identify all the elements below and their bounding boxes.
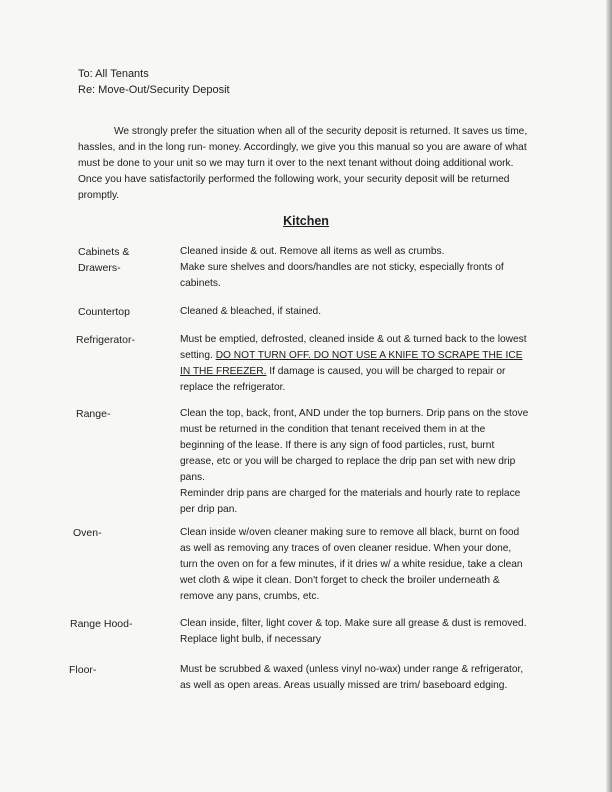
item-label-range-hood: Range Hood- (70, 618, 133, 630)
memo-to: To: All Tenants (78, 68, 149, 80)
item-label-cabinets: Cabinets & Drawers- (78, 246, 130, 274)
item-desc-refrigerator (180, 332, 530, 396)
item-desc-cabinets: Cleaned inside & out. Remove all items as well as crumbs. Make sure shelves and doors/handles are not sticky, especially fronts of cabinets. (180, 246, 504, 289)
item-label-refrigerator: Refrigerator- (76, 334, 135, 346)
section-title-text: Kitchen (283, 214, 329, 228)
item-desc-range-hood: Clean inside, filter, light cover & top. Make sure all grease & dust is removed. Replace light bulb, if necessary (180, 618, 527, 645)
item-label-floor: Floor- (69, 664, 97, 676)
refrigerator-desc-part1: Must be emptied, defrosted, cleaned inside & out & turned back to the lowest setting. (180, 334, 527, 361)
item-desc-floor: Must be scrubbed & waxed (unless vinyl no-wax) under range & refrigerator, as well as open areas. Areas usually missed are trim/ baseboard edging. (180, 664, 524, 691)
item-label-oven: Oven- (73, 527, 102, 539)
intro-paragraph: We strongly prefer the situation when all of the security deposit is returned. It saves us time, hassles, and in the long run- money. Accordingly, we give you this manual so you are aware of what must be done to your unit so we may turn it over to the next tenant without doing additional work. Once you have satisfactorily performed the following work, your security deposit will be returned promptly. (78, 126, 528, 201)
item-label-countertop: Countertop (78, 306, 130, 318)
page-edge-shadow (606, 0, 612, 792)
item-desc-oven: Clean inside w/oven cleaner making sure to remove all black, burnt on food as well as removing any traces of oven cleaner residue. When your done, turn the oven on for a few minutes, if it dries w/ a white residue, take a clean wet cloth & wipe it clean. Don't forget to check the broiler underneath & remove any pans, crumbs, etc. (180, 527, 523, 602)
section-title (0, 214, 612, 228)
item-label-range: Range- (76, 408, 111, 420)
item-desc-countertop: Cleaned & bleached, if stained. (180, 306, 322, 317)
memo-re: Re: Move-Out/Security Deposit (78, 84, 230, 96)
item-desc-range: Clean the top, back, front, AND under the top burners. Drip pans on the stove must be returned in the condition that tenant received them in at the beginning of the lease. If there is any sign of food particles, rust, burnt grease, etc or you will be charged to replace the drip pan set with new drip pans. Reminder drip pans are charged for the materials and hourly rate to replace per drip pan. (180, 408, 529, 515)
refrigerator-desc-part2: If damage is caused, you will be charged to repair or replace the refrigerator. (180, 366, 506, 393)
refrigerator-warning: DO NOT TURN OFF. DO NOT USE A KNIFE TO SCRAPE THE ICE IN THE FREEZER. (180, 350, 523, 377)
